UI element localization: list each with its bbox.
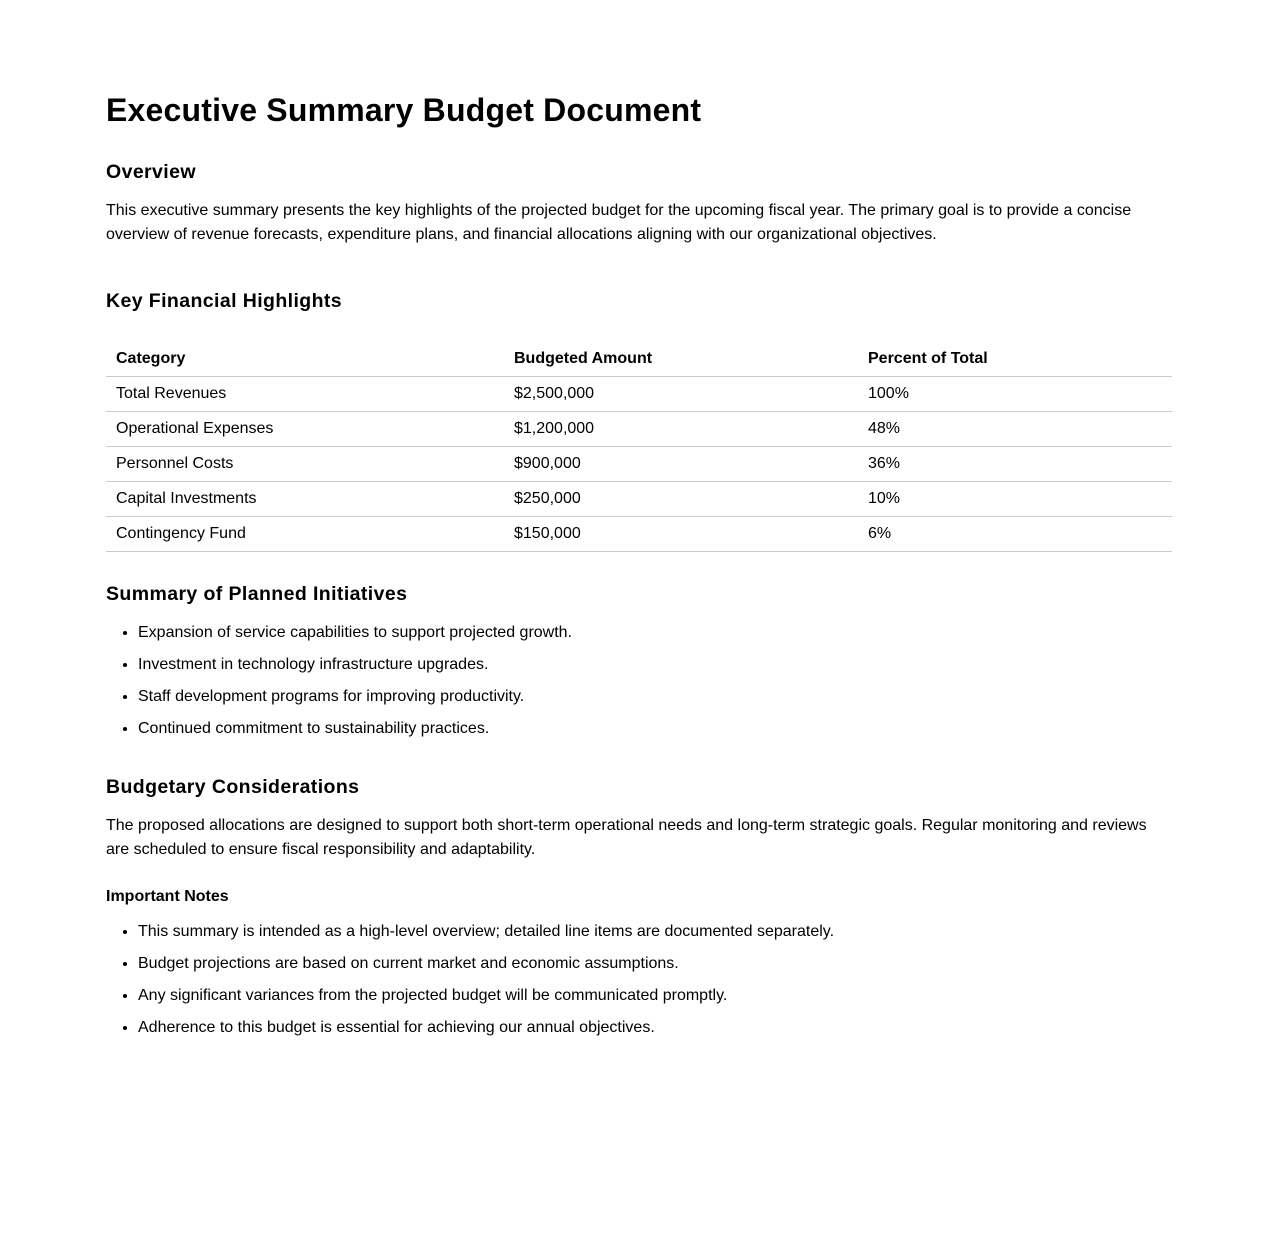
table-row <box>106 377 1172 412</box>
cell-percent: 6% <box>858 517 1172 552</box>
notes-heading: Important Notes <box>106 888 229 905</box>
cell-category: Operational Expenses <box>106 412 504 447</box>
table-row <box>106 447 1172 482</box>
cell-amount: $150,000 <box>504 517 858 552</box>
cell-amount: $250,000 <box>504 482 858 517</box>
table-row <box>106 412 1172 447</box>
cell-percent: 36% <box>858 447 1172 482</box>
notes-list <box>106 920 1172 1040</box>
cell-percent: 100% <box>858 377 1172 412</box>
cell-amount: $1,200,000 <box>504 412 858 447</box>
initiatives-heading: Summary of Planned Initiatives <box>106 583 408 605</box>
table-header-row <box>106 342 1172 377</box>
column-header-category: Category <box>106 342 504 377</box>
table-row <box>106 517 1172 552</box>
list-item: • Expansion of service capabilities to support projected growth. <box>138 621 1172 645</box>
financial-highlights-table <box>106 342 1172 552</box>
cell-percent: 10% <box>858 482 1172 517</box>
considerations-text: The proposed allocations are designed to support both short-term operational needs and long-term strategic goals. Regular monitoring and reviews are scheduled to ensure fiscal responsibility and adaptability. <box>106 817 1147 858</box>
column-header-percent-of-total: Percent of Total <box>858 342 1172 377</box>
cell-percent: 48% <box>858 412 1172 447</box>
initiatives-list <box>106 621 1172 741</box>
cell-category: Contingency Fund <box>106 517 504 552</box>
list-item: • Investment in technology infrastructure upgrades. <box>138 653 1172 677</box>
list-item: • This summary is intended as a high-level overview; detailed line items are documented separately. <box>138 920 1172 944</box>
list-item: • Staff development programs for improving productivity. <box>138 685 1172 709</box>
overview-heading: Overview <box>106 161 196 183</box>
list-item: • Adherence to this budget is essential for achieving our annual objectives. <box>138 1016 1172 1040</box>
highlights-heading: Key Financial Highlights <box>106 290 343 312</box>
cell-category: Total Revenues <box>106 377 504 412</box>
list-item: • Budget projections are based on current market and economic assumptions. <box>138 952 1172 976</box>
list-item: • Continued commitment to sustainability practices. <box>138 717 1172 741</box>
column-header-budgeted-amount: Budgeted Amount <box>504 342 858 377</box>
table-row <box>106 482 1172 517</box>
overview-text: This executive summary presents the key highlights of the projected budget for the upcoming fiscal year. The primary goal is to provide a concise overview of revenue forecasts, expenditure plans, and financial allocations aligning with our organizational objectives. <box>106 202 1132 243</box>
cell-amount: $900,000 <box>504 447 858 482</box>
cell-amount: $2,500,000 <box>504 377 858 412</box>
considerations-heading: Budgetary Considerations <box>106 776 360 798</box>
cell-category: Capital Investments <box>106 482 504 517</box>
cell-category: Personnel Costs <box>106 447 504 482</box>
document-title: Executive Summary Budget Document <box>106 92 702 128</box>
list-item: • Any significant variances from the projected budget will be communicated promptly. <box>138 984 1172 1008</box>
